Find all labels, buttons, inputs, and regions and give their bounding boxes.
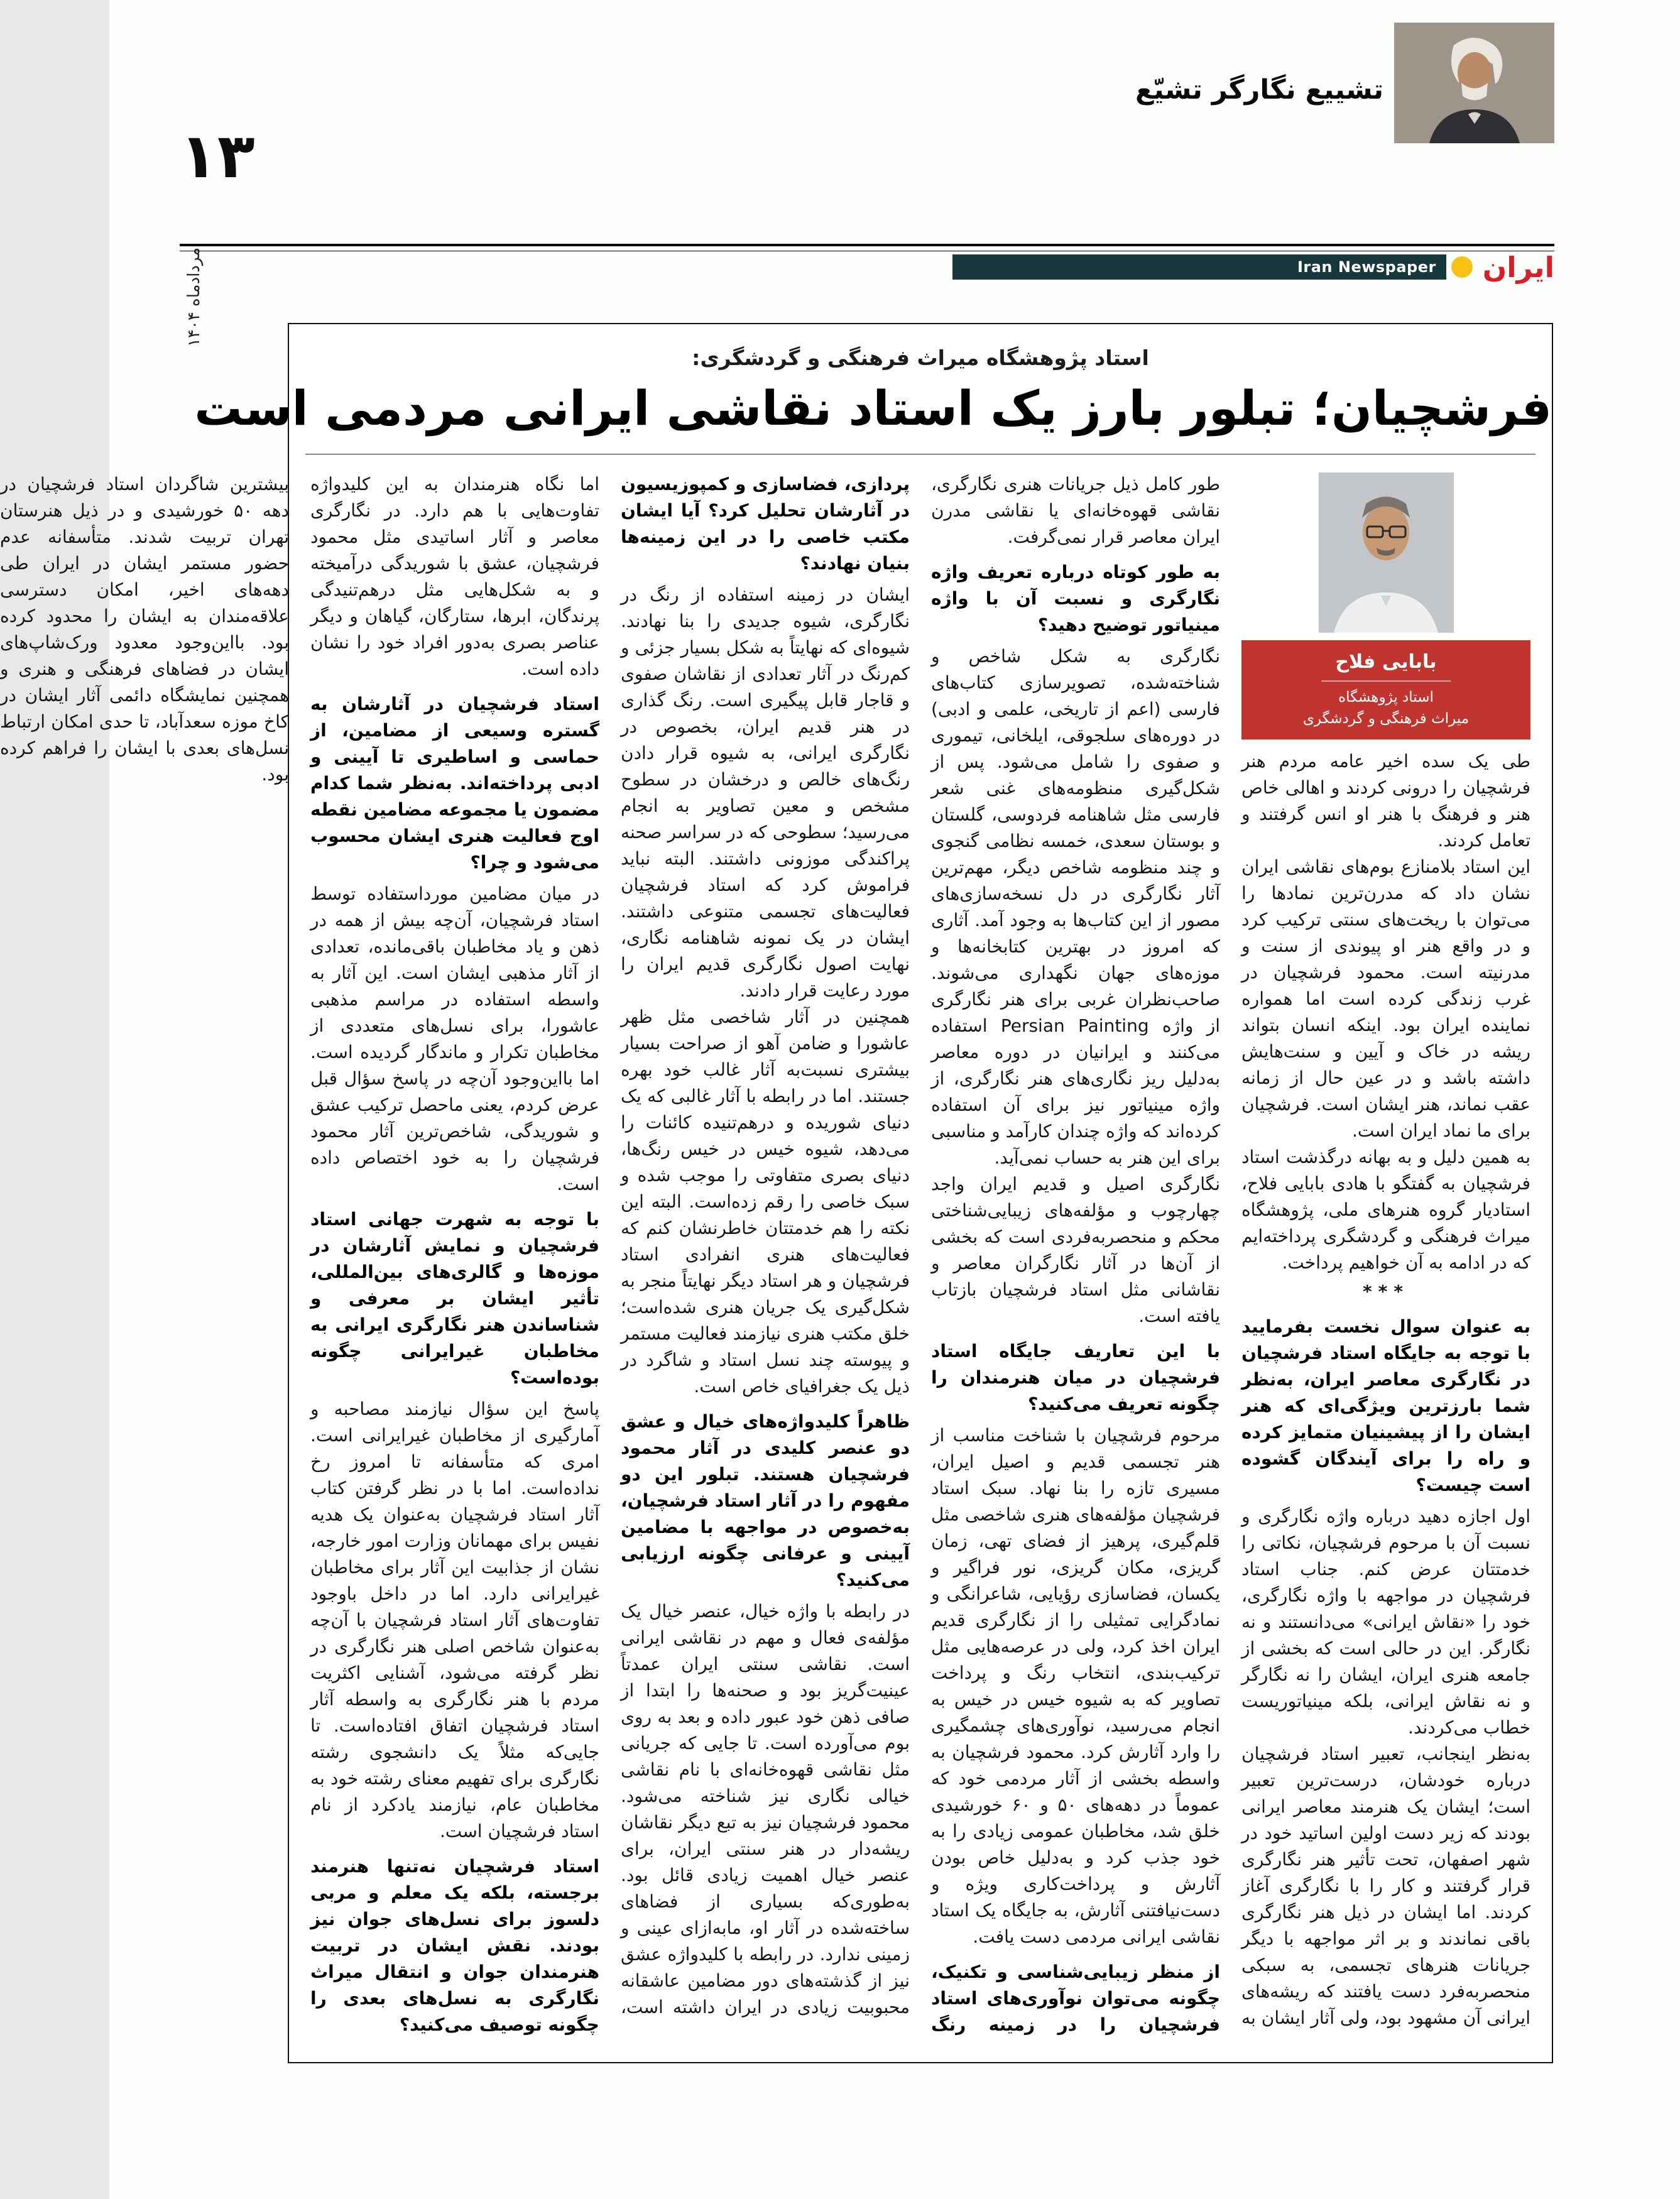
article-paragraph: همچنین در آثار شاخصی مثل ظهر عاشورا و ضامن آهو از صراحت بسیار بیشتری نسبت‌به آثار غالب خود بهره جستند. اما در رابطه با آثار غالبی که یک دنیای شوریده و درهم‌تنیده کائنات را می‌دهد، شیوه خیس در خیس رنگ‌ها، دنیای بصری متفاوتی را موجب شده و سبک خاصی را رقم زده‌است. البته این نکته را هم خدمتتان خاطرنشان کنم که فعالیت‌های هنری انفرادی استاد فرشچیان و هر استاد دیگر نهایتاً منجر به شکل‌گیری یک جریان هنری شده‌است؛ خلق مکتب هنری نیازمند فعالیت مستمر و پیوسته چند نسل استاد و شاگرد در ذیل یک جغرافیای خاص است. [621, 1007, 910, 1397]
interview-question: به طور کوتاه درباره تعریف واژه نگارگری و نسبت آن با واژه مینیاتور توضیح دهید؟ [931, 562, 1220, 635]
article-paragraph: به همین دلیل و به بهانه درگذشت استاد فرشچیان به گفتگو با هادی بابایی فلاح، استادیار گروه هنرهای ملی، پژوهشگاه میراث فرهنگی و گردشگری پرداخته‌ایم که در ادامه به آن خواهیم پرداخت. [1241, 1147, 1530, 1273]
interview-question: از منظر زیبایی‌شناسی و تکنیک، چگونه می‌توان نوآوری‌های استاد فرشچیان را در زمینه رنگ پردازی، فضاسازی و کمپوزیسیون در آثارشان تحلیل کرد؟ آیا ایشان مکتب خاصی را در این زمینه‌ها بنیان نهادند؟ [621, 474, 1220, 2035]
obituary-caption: تشییع نگارگر تشیّع [1135, 74, 1383, 106]
article-paragraph: نگارگری اصیل و قدیم ایران واجد چهارچوب و مؤلفه‌های زیبایی‌شناختی محکم و منحصربه‌فردی است که بخشی از آن‌ها در آثار نگارگران معاصر و نقاشانی مثل استاد فرشچیان بازتاب یافته است. [931, 1174, 1220, 1326]
article-paragraph: پاسخ این سؤال نیازمند مصاحبه و آمارگیری از مخاطبان غیرایرانی است. امری که متأسفانه تا امروز رخ نداده‌است. اما با در نظر گرفتن کتاب آثار استاد فرشچیان به‌عنوان یک هدیه نفیس برای مهمانان وزارت امور خارجه، نشان از جذابیت این آثار برای مخاطبان غیرایرانی دارد. اما در داخل باوجود تفاوت‌های آثار استاد فرشچیان با آن‌چه به‌عنوان شاخص اصلی هنر نگارگری در نظر گرفته می‌شود، آشنایی اکثریت مردم با هنر نگارگری به واسطه آثار استاد فرشچیان اتفاق افتاده‌است. تا جایی‌که مثلاً یک دانشجوی رشته نگارگری برای تفهیم معنای رشته خود به مخاطبان عام، نیازمند یادکرد از نام استاد فرشچیان است. [310, 1399, 599, 1842]
interview-question: با توجه به شهرت جهانی استاد فرشچیان و نمایش آثارشان در موزه‌ها و گالری‌های بین‌المللی، تأثیر ایشان بر معرفی و شناساندن هنر نگارگری ایرانی به مخاطبان غیرایرانی چگونه بوده‌است؟ [310, 1209, 599, 1388]
page-number: ۱۳ [180, 121, 255, 192]
article-paragraph: ایشان در زمینه استفاده از رنگ در نگارگری، شیوه جدیدی را بنا نهادند. شیوه‌ای که نهایتاً به شکل بسیار جزئی و کم‌رنگ در آثار تعدادی از نقاشان صفوی و قاجار قابل پیگیری است. رنگ گذاری در هنر قدیم ایران، بخصوص در نگارگری ایرانی، به شیوه قرار دادن رنگ‌های خالص و درخشان در سطوح مشخص و معین تصاویر به انجام می‌رسید؛ سطوحی که در سراسر صحنه پراکندگی موزونی داشتند. البته نباید فراموش کرد که استاد فرشچیان فعالیت‌های تجسمی متنوعی داشتند. ایشان در یک نمونه شاهنامه نگاری، نهایت اصول نگارگری قدیم ایران را مورد رعایت قرار دادند. [621, 584, 910, 1001]
interview-question: استاد فرشچیان نه‌تنها هنرمند برجسته، بلکه یک معلم و مربی دلسوز برای نسل‌های جوان نیز بودند. نقش ایشان در تربیت هنرمندان جوان و انتقال میراث نگارگری به نسل‌های بعدی را چگونه توصیف می‌کنید؟ [310, 1856, 599, 2035]
page-date: مردادماه ۱۴۰۴ [185, 247, 204, 347]
header-rule [180, 244, 1554, 251]
interviewee-photo [1319, 472, 1454, 633]
article-paragraph: در رابطه با واژه خیال، عنصر خیال یک مؤلفه‌ی فعال و مهم در نقاشی ایرانی است. نقاشی سنتی ایران عمدتاً عینیت‌گریز بود و صحنه‌ها را ابتدا از صافی ذهن خود عبور داده و بعد به روی بوم می‌آورده است. تا جایی که جریانی مثل نقاشی قهوه‌خانه‌ای با نام نقاشی خیالی نگاری نیز شناخته می‌شود. محمود فرشچیان نیز به تبع دیگر نقاشان ریشه‌دار در هنر سنتی ایران، برای عنصر خیال اهمیت زیادی قائل بود. به‌طوری‌که بسیاری از فضاهای ساخته‌شده در آثار او، مابه‌ازای عینی و زمینی ندارد. در رابطه با کلیدواژه عشق نیز از گذشته‌های دور مضامین عاشقانه محبوبیت زیادی در ایران داشته است، اما نگاه هنرمندان به این کلیدواژه تفاوت‌هایی با هم دارد. در نگارگری معاصر و آثار اساتیدی مثل محمود فرشچیان، عشق با شوریدگی درآمیخته و به شکل‌هایی مثل درهم‌تنیدگی پرندگان، ابرها، ستارگان، گیاهان و دیگر عناصر بصری به‌دور افراد خود را نشان داده است. [310, 474, 910, 2017]
headline-rule [305, 454, 1535, 455]
article-paragraph: طی یک سده اخیر عامه مردم هنر فرشچیان را درونی کردند و اهالی خاص هنر و فرهنگ با هنر او انس گرفتند و تعامل کردند. [1241, 751, 1530, 851]
interview-question: ظاهراً کلیدواژه‌های خیال و عشق دو عنصر کلیدی در آثار محمود فرشچیان هستند. تبلور این دو مفهوم را در آثار استاد فرشچیان، به‌خصوص در مواجهه با مضامین آیینی و عرفانی چگونه ارزیابی می‌کنید؟ [621, 1411, 910, 1590]
interviewee-role-line1: استاد پژوهشگاه [1338, 689, 1434, 706]
interviewee-photo-graphic [1319, 472, 1454, 633]
interview-question: استاد فرشچیان در آثارشان به گستره وسیعی از مضامین، از حماسی و اساطیری تا آیینی و ادبی پرداخته‌اند. به‌نظر شما کدام مضمون یا مجموعه مضامین نقطه اوج فعالیت هنری ایشان محسوب می‌شود و چرا؟ [310, 694, 599, 873]
article-paragraph: به‌نظر اینجانب، تعبیر استاد فرشچیان درباره خودشان، درست‌ترین تعبیر است؛ ایشان یک هنرمند معاصر ایرانی بودند که زیر دست اولین اساتید خود در شهر اصفهان، تحت تأثیر هنر نگارگری قرار گرفتند و کار را با نگارگری آغاز کردند. اما ایشان در ذیل هنر نگارگری باقی نماندند و بر اثر مواجهه با دیگر جریانات هنرهای تجسمی، به سبکی منحصربه‌فرد دست یافتند که ریشه‌های ایرانی آن مشهود بود، ولی آثار ایشان به طور کامل ذیل جریانات هنری نگارگری، نقاشی قهوه‌خانه‌ای یا نقاشی مدرن ایران معاصر قرار نمی‌گرفت. [931, 474, 1530, 2028]
article-paragraph: بیشترین شاگردان استاد فرشچیان در دهه ۵۰ خورشیدی و در ذیل هنرستان تهران تربیت شدند. متأسفانه عدم حضور مستمر ایشان در ایران طی دهه‌های اخیر، امکان دسترسی علاقه‌مندان به ایشان را محدود کرده بود. بااین‌وجود معدود ورک‌شاپ‌های ایشان در فضاهای فرهنگی و هنری و همچنین نمایشگاه دائمی آثار ایشان در کاخ موزه سعدآباد، تا حدی امکان ارتباط نسل‌های بعدی با ایشان را فراهم کرده بود. [0, 474, 289, 785]
interview-question: با این تعاریف جایگاه استاد فرشچیان در میان هنرمندان را چگونه تعریف می‌کنید؟ [931, 1341, 1220, 1414]
interviewee-name: بابایی فلاح [1321, 649, 1450, 682]
logo-english-wordmark: Iran Newspaper [1297, 258, 1436, 276]
interviewee-figure [1241, 472, 1530, 739]
logo-yellow-dot-icon [1451, 256, 1473, 278]
article-paragraph: نگارگری به شکل شاخص و شناخته‌شده، تصویرسازی کتاب‌های فارسی (اعم از تاریخی، علمی و ادبی) در دوره‌های سلجوقی، ایلخانی، تیموری و صفوی را شامل می‌شود. پس از شکل‌گیری منظومه‌های غنی شعر فارسی مثل شاهنامه فردوسی، گلستان و بوستان سعدی، خمسه نظامی گنجوی و چند منظومه شاخص دیگر، مهم‌ترین آثار نگارگری در دل نسخه‌سازی‌های مصور از این کتاب‌ها به وجود آمد. آثاری که امروز در بهترین کتابخانه‌ها و موزه‌های جهان نگهداری می‌شوند. صاحب‌نظران غربی برای هنر نگارگری از واژه Persian Painting استفاده می‌کنند و ایرانیان در دوره معاصر به‌دلیل ریز نگاری‌های هنر نگارگری، از واژه مینیاتور نیز برای آن استفاده کرده‌اند که واژه چندان کارآمد و مناسبی برای این هنر به حساب نمی‌آید. [931, 646, 1220, 1168]
article-paragraph: این استاد بلامنازع بوم‌های نقاشی ایران نشان داد که مدرن‌ترین نمادها را می‌توان با ریخت‌های سنتی ترکیب کرد و در واقع هنر او پیوندی از سنت و مدرنیته است. محمود فرشچیان در غرب زندگی کرده است اما همواره نماینده ایران بود. اینکه انسان بتواند ریشه در خاک و آیین و سنت‌هایش داشته باشد و در عین حال از زمانه عقب نماند، هنر ایشان است. فرشچیان برای ما نماد ایران است. [1241, 856, 1530, 1141]
headline: فرشچیان؛ تبلور بارز یک استاد نقاشی ایرانی مردمی است [194, 380, 1552, 436]
kicker: استاد پژوهشگاه میراث فرهنگی و گردشگری: [692, 346, 1149, 370]
article-body [0, 471, 1530, 2045]
logo-farsi-wordmark: ایران [1482, 250, 1554, 284]
logo-bar [952, 254, 1446, 280]
newspaper-logo [952, 250, 1554, 284]
portrait-photo-graphic [1394, 23, 1554, 143]
article-frame [0, 323, 1553, 2063]
interviewee-role-line2: میراث فرهنگی و گردشگری [1302, 711, 1470, 727]
farshchian-portrait-photo [1394, 23, 1554, 143]
article-paragraph: در میان مضامین مورداستفاده توسط استاد فرشچیان، آن‌چه بیش از همه در ذهن و یاد مخاطبان باقی‌مانده، تعدادی از آثار مذهبی ایشان است. این آثار به واسطه استفاده در مراسم مذهبی عاشورا، برای نسل‌های متعددی از مخاطبان تکرار و ماندگار گردیده است. اما بااین‌وجود آن‌چه در پاسخ سؤال قبل عرض کردم، یعنی ماحصل ترکیب عشق و شوریدگی، شاخص‌ترین آثار محمود فرشچیان را به خود اختصاص داده است. [310, 883, 599, 1194]
section-separator: *** [1363, 1281, 1409, 1302]
article-paragraph: مرحوم فرشچیان با شناخت مناسب از هنر تجسمی قدیم و اصیل ایران، مسیری تازه را بنا نهاد. سبک استاد فرشچیان مؤلفه‌های هنری شاخصی مثل قلم‌گیری، پرهیز از فضای تهی، زمان گریزی، مکان گریزی، نور فراگیر و یکسان، فضاسازی رؤیایی، شاعرانگی و نمادگرایی تمثیلی را از نگارگری قدیم ایران اخذ کرد، ولی در عرصه‌هایی مثل ترکیب‌بندی، انتخاب رنگ و پرداخت تصاویر که به شیوه خیس در خیس به انجام می‌رسید، نوآوری‌های چشمگیری را وارد آثارش کرد. محمود فرشچیان به واسطه بخشی از آثار مردمی خود که عموماً در دهه‌های ۵۰ و ۶۰ خورشیدی خلق شد، مخاطبان عمومی زیادی را به خود جذب کرد و به‌دلیل خاص بودن آثارش و پرداخت‌کاری ویژه و دست‌نیافتنی آثارش، به جایگاه یک استاد نقاشی ایرانی مردمی دست یافت. [931, 1425, 1220, 1947]
interviewee-caption [1241, 640, 1530, 739]
article-paragraph: اول اجازه دهید درباره واژه نگارگری و نسبت آن با مرحوم فرشچیان، نکاتی را خدمتتان عرض کنم. جناب استاد فرشچیان در مواجهه با واژه نگارگری، خود را «نقاش ایرانی» می‌دانستند و نه نگارگر. این در حالی است که بخشی از جامعه هنری ایران، ایشان را نه نگارگر و نه نقاش ایرانی، بلکه مینیاتوریست خطاب می‌کردند. [1241, 1506, 1530, 1738]
interview-question: به عنوان سوال نخست بفرمایید با توجه به جایگاه استاد فرشچیان در نگارگری معاصر ایران، به‌نظر شما بارزترین ویژگی‌ای که هنر ایشان را از پیشینیان متمایز کرده و راه را برای آیندگان گشوده است چیست؟ [1241, 1316, 1530, 1495]
